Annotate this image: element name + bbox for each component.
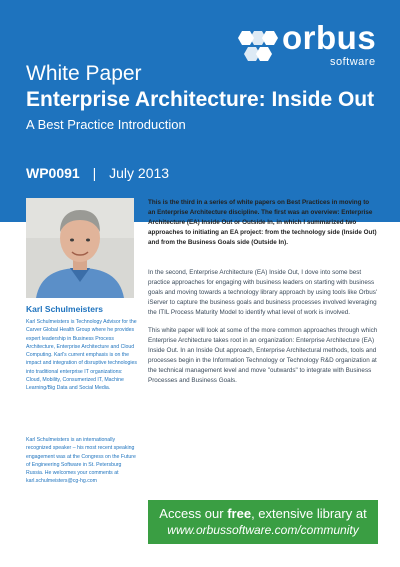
body-paragraph-2: [148, 268, 378, 318]
community-link[interactable]: www.orbussoftware.com/community: [167, 523, 359, 537]
intro-paragraph: [148, 198, 378, 248]
author-bio-2: Karl Schulmeisters is an internationally recognized speaker – his most recent speaking engagement was at the Congress on the Future of Engineering Software in St. Petersburg Russia. He welcomes your comments at karl.schulmeisters@cg-hg.com: [26, 437, 136, 485]
logo-subtext: software: [330, 56, 376, 68]
hexagon-logo-icon: [236, 28, 280, 64]
doc-type-label: White Paper: [26, 62, 142, 85]
author-name: Karl Schulmeisters: [26, 304, 104, 314]
banner-suffix: , extensive library at: [251, 506, 367, 521]
document-code: WP0091: [26, 165, 80, 181]
banner-headline: [148, 506, 378, 521]
logo-wordmark: orbus: [282, 19, 377, 56]
author-bio-1: Karl Schulmeisters is Technology Advisor for the Carver Global Health Group where he provides expert leadership in Business Process Architecture, Enterprise Architecture and Cloud Computing. Karl's current emphasis is on the impact and integration of disruptive technologies into traditional enterprise IT organizations: Cloud, Mobility, Consumerized IT, Machine Learning/Big Data and Social Media.: [26, 319, 138, 392]
author-photo: [26, 198, 134, 298]
body-paragraph-3: [148, 326, 378, 386]
code-separator: |: [92, 165, 97, 181]
header-band: [0, 0, 400, 222]
community-banner[interactable]: [148, 500, 378, 544]
intro-text: This is the third in a series of white papers on Best Practices in moving to an Enterprise Architecture discipline. The first was an overview: Enterprise Architecture (EA) Inside Out or Outside In, in which I summarized two approaches to initiating an EA project: from the technology side (Inside Out) and from the Business Goals side (Outside In).: [148, 199, 377, 246]
document-date: July 2013: [109, 165, 170, 181]
document-subtitle: A Best Practice Introduction: [26, 117, 186, 132]
document-code-line: [26, 165, 169, 181]
paragraph-3-text: This white paper will look at some of the more common approaches through which Enterprise Architecture takes root in an organization: Enterprise Architecture (EA) Inside Out. In an Inside Out approach, Enterprise Architectural methods, tools and processes begin in the Information Technology or Technology R&D organization at the technical management level and move "outwards" to integrate with Business Processes and Business Goals.: [148, 327, 378, 384]
banner-emphasis: free: [227, 506, 252, 521]
document-title: Enterprise Architecture: Inside Out: [26, 88, 375, 111]
banner-prefix: Access our: [159, 506, 228, 521]
paragraph-2-text: In the second, Enterprise Architecture (EA) Inside Out, I dove into some best practice approaches for engaging with business leaders on starting with business goals and moving towards a technology library approach by using tools like Orbus' iServer to capture the business goals and business processes involved leveraging the ITIL Process Maturity Model to identify what level of work is involved.: [148, 269, 378, 316]
orbus-logo[interactable]: [236, 19, 378, 68]
